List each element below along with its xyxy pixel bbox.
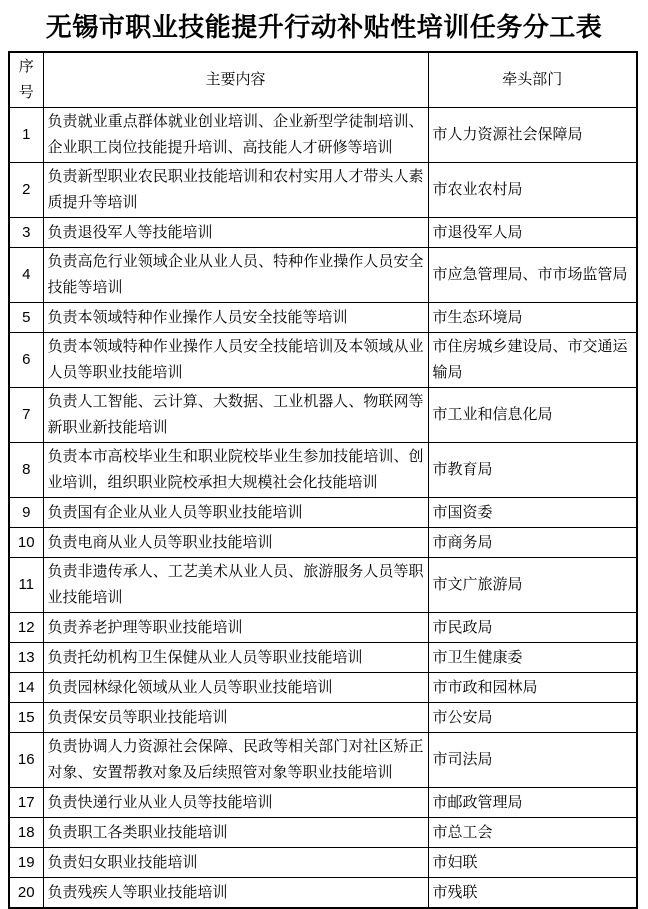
table-row [9,498,637,528]
table-row [9,703,637,733]
row-content: 负责新型职业农民职业技能培训和农村实用人才带头人素质提升等培训 [43,163,428,218]
row-number: 19 [9,848,43,878]
header-row [9,52,637,108]
table-row [9,528,637,558]
table-row [9,248,637,303]
row-content: 负责保安员等职业技能培训 [43,703,428,733]
row-number: 17 [9,788,43,818]
table-row [9,333,637,388]
table-row [9,878,637,909]
row-content: 负责园林绿化领域从业人员等职业技能培训 [43,673,428,703]
row-content: 负责职工各类职业技能培训 [43,818,428,848]
table-row [9,848,637,878]
row-number: 16 [9,733,43,788]
table-row [9,303,637,333]
row-dept: 市生态环境局 [428,303,637,333]
row-dept: 市退役军人局 [428,218,637,248]
row-dept: 市国资委 [428,498,637,528]
table-row [9,443,637,498]
table-row [9,108,637,163]
row-content: 负责电商从业人员等职业技能培训 [43,528,428,558]
table-row [9,818,637,848]
table-row [9,733,637,788]
table-row [9,218,637,248]
row-number: 9 [9,498,43,528]
row-number: 4 [9,248,43,303]
row-number: 7 [9,388,43,443]
row-number: 6 [9,333,43,388]
table-row [9,643,637,673]
row-dept: 市残联 [428,878,637,909]
table-row [9,558,637,613]
row-number: 3 [9,218,43,248]
row-number: 11 [9,558,43,613]
row-content: 负责协调人力资源社会保障、民政等相关部门对社区矫正对象、安置帮教对象及后续照管对象等职业技能培训 [43,733,428,788]
row-number: 14 [9,673,43,703]
table-header [9,52,637,108]
column-header-no: 序号 [9,52,43,108]
row-number: 20 [9,878,43,909]
task-division-table [8,51,638,909]
table-row [9,388,637,443]
row-number: 12 [9,613,43,643]
row-dept: 市工业和信息化局 [428,388,637,443]
row-dept: 市市政和园林局 [428,673,637,703]
row-dept: 市农业农村局 [428,163,637,218]
row-dept: 市邮政管理局 [428,788,637,818]
row-number: 1 [9,108,43,163]
row-dept: 市人力资源社会保障局 [428,108,637,163]
table-row [9,673,637,703]
row-dept: 市商务局 [428,528,637,558]
row-number: 13 [9,643,43,673]
row-content: 负责高危行业领域企业从业人员、特种作业操作人员安全技能等培训 [43,248,428,303]
page-title: 无锡市职业技能提升行动补贴性培训任务分工表 [45,13,603,43]
row-dept: 市住房城乡建设局、市交通运输局 [428,333,637,388]
row-dept: 市总工会 [428,818,637,848]
row-number: 2 [9,163,43,218]
row-dept: 市文广旅游局 [428,558,637,613]
table-row [9,613,637,643]
table-body [9,108,637,909]
row-number: 15 [9,703,43,733]
column-header-dept: 牵头部门 [428,52,637,108]
row-content: 负责养老护理等职业技能培训 [43,613,428,643]
row-content: 负责本市高校毕业生和职业院校毕业生参加技能培训、创业培训，组织职业院校承担大规模社会化技能培训 [43,443,428,498]
row-content: 负责就业重点群体就业创业培训、企业新型学徒制培训、企业职工岗位技能提升培训、高技能人才研修等培训 [43,108,428,163]
row-content: 负责非遗传承人、工艺美术从业人员、旅游服务人员等职业技能培训 [43,558,428,613]
row-content: 负责退役军人等技能培训 [43,218,428,248]
row-content: 负责本领域特种作业操作人员安全技能培训及本领域从业人员等职业技能培训 [43,333,428,388]
row-number: 8 [9,443,43,498]
row-number: 5 [9,303,43,333]
row-dept: 市司法局 [428,733,637,788]
row-content: 负责妇女职业技能培训 [43,848,428,878]
row-dept: 市卫生健康委 [428,643,637,673]
column-header-content: 主要内容 [43,52,428,108]
row-content: 负责托幼机构卫生保健从业人员等职业技能培训 [43,643,428,673]
row-dept: 市教育局 [428,443,637,498]
row-dept: 市公安局 [428,703,637,733]
row-dept: 市应急管理局、市市场监管局 [428,248,637,303]
row-content: 负责人工智能、云计算、大数据、工业机器人、物联网等新职业新技能培训 [43,388,428,443]
row-dept: 市民政局 [428,613,637,643]
table-row [9,163,637,218]
row-dept: 市妇联 [428,848,637,878]
table-row [9,788,637,818]
row-number: 18 [9,818,43,848]
row-content: 负责国有企业从业人员等职业技能培训 [43,498,428,528]
row-content: 负责本领域特种作业操作人员安全技能等培训 [43,303,428,333]
row-content: 负责快递行业从业人员等技能培训 [43,788,428,818]
row-content: 负责残疾人等职业技能培训 [43,878,428,909]
row-number: 10 [9,528,43,558]
